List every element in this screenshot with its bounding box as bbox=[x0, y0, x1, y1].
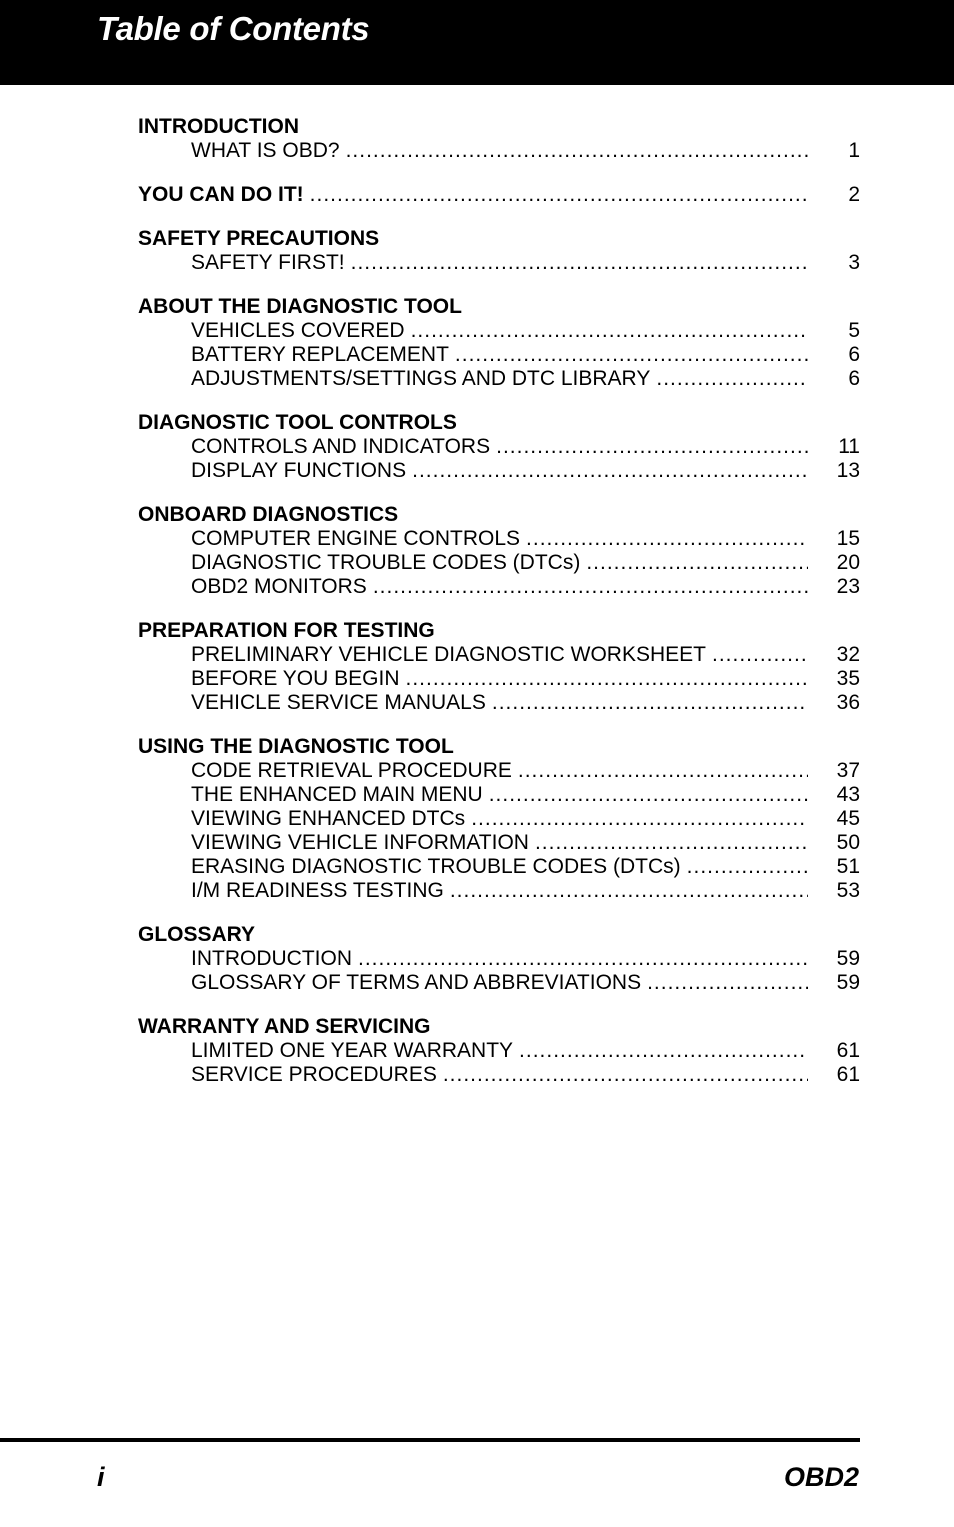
toc-entry-label: DISPLAY FUNCTIONS bbox=[191, 459, 407, 482]
toc-entry[interactable] bbox=[138, 139, 860, 163]
toc-entry-label: LIMITED ONE YEAR WARRANTY bbox=[191, 1039, 514, 1062]
toc-leader-dots bbox=[496, 435, 808, 459]
toc-section-heading[interactable]: PREPARATION FOR TESTING bbox=[138, 619, 435, 642]
toc-entry-page: 53 bbox=[836, 879, 860, 902]
toc-leader-dots bbox=[586, 551, 808, 575]
toc-entry[interactable] bbox=[138, 527, 860, 551]
toc-entry-page: 13 bbox=[836, 459, 860, 482]
toc-entry-page: 61 bbox=[836, 1039, 860, 1062]
toc-section-heading[interactable]: INTRODUCTION bbox=[138, 115, 299, 138]
toc-entry-page: 59 bbox=[836, 971, 860, 994]
toc-leader-dots bbox=[656, 367, 808, 391]
toc-entry-label: ADJUSTMENTS/SETTINGS AND DTC LIBRARY bbox=[191, 367, 651, 390]
toc-entry-page: 15 bbox=[836, 527, 860, 550]
toc-leader-dots bbox=[346, 139, 808, 163]
toc-entry-page: 6 bbox=[848, 343, 860, 366]
toc-section-heading[interactable]: USING THE DIAGNOSTIC TOOL bbox=[138, 735, 454, 758]
toc-entry[interactable] bbox=[138, 551, 860, 575]
toc-entry[interactable] bbox=[138, 855, 860, 879]
toc-entry-page: 5 bbox=[848, 319, 860, 342]
toc-leader-dots bbox=[373, 575, 808, 599]
toc-section-heading[interactable]: WARRANTY AND SERVICING bbox=[138, 1015, 431, 1038]
toc-leader-dots bbox=[412, 459, 808, 483]
toc-entry[interactable] bbox=[138, 667, 860, 691]
toc-leader-dots bbox=[647, 971, 808, 995]
toc-entry-label: I/M READINESS TESTING bbox=[191, 879, 444, 902]
toc-entry-label: PRELIMINARY VEHICLE DIAGNOSTIC WORKSHEET bbox=[191, 643, 706, 666]
toc-section bbox=[138, 295, 860, 391]
toc-entry-page: 43 bbox=[836, 783, 860, 806]
toc-entry[interactable] bbox=[138, 807, 860, 831]
header-band bbox=[0, 0, 954, 85]
toc-entry-label: SERVICE PROCEDURES bbox=[191, 1063, 437, 1086]
toc-entry[interactable] bbox=[138, 459, 860, 483]
toc-entry-page: 20 bbox=[836, 551, 860, 574]
toc-section-heading[interactable]: GLOSSARY bbox=[138, 923, 256, 946]
toc-entry-label: YOU CAN DO IT! bbox=[138, 183, 304, 206]
toc-entry-label: CODE RETRIEVAL PROCEDURE bbox=[191, 759, 512, 782]
toc-entry[interactable] bbox=[138, 575, 860, 599]
toc-leader-dots bbox=[489, 783, 808, 807]
toc-leader-dots bbox=[492, 691, 808, 715]
toc-entry[interactable] bbox=[138, 947, 860, 971]
toc-leader-dots bbox=[310, 183, 808, 207]
toc-section bbox=[138, 227, 860, 275]
toc-section-heading[interactable]: ABOUT THE DIAGNOSTIC TOOL bbox=[138, 295, 462, 318]
toc-leader-dots bbox=[411, 319, 808, 343]
toc-leader-dots bbox=[358, 947, 808, 971]
toc-section bbox=[138, 115, 860, 163]
toc-entry-page: 61 bbox=[836, 1063, 860, 1086]
toc-entry-page: 59 bbox=[836, 947, 860, 970]
toc-entry-label: OBD2 MONITORS bbox=[191, 575, 367, 598]
toc-entry[interactable] bbox=[138, 319, 860, 343]
toc-leader-dots bbox=[443, 1063, 808, 1087]
toc-entry[interactable] bbox=[138, 251, 860, 275]
toc-entry-label: ERASING DIAGNOSTIC TROUBLE CODES (DTCs) bbox=[191, 855, 681, 878]
toc-entry[interactable] bbox=[138, 1039, 860, 1063]
toc-entry[interactable] bbox=[138, 691, 860, 715]
toc-entry[interactable] bbox=[138, 971, 860, 995]
toc-entry[interactable] bbox=[138, 759, 860, 783]
toc-entry-page: 11 bbox=[838, 435, 860, 458]
toc-section-heading[interactable]: DIAGNOSTIC TOOL CONTROLS bbox=[138, 411, 457, 434]
toc-entry-page: 36 bbox=[836, 691, 860, 714]
toc-leader-dots bbox=[455, 343, 808, 367]
toc-section bbox=[138, 619, 860, 715]
toc-leader-dots bbox=[351, 251, 808, 275]
toc-entry-label: BEFORE YOU BEGIN bbox=[191, 667, 400, 690]
toc-entry-label: VIEWING ENHANCED DTCs bbox=[191, 807, 466, 830]
toc-entry-page: 32 bbox=[836, 643, 860, 666]
toc-entry[interactable] bbox=[138, 183, 860, 207]
toc-section-heading[interactable]: SAFETY PRECAUTIONS bbox=[138, 227, 380, 250]
toc-entry-page: 45 bbox=[836, 807, 860, 830]
toc-section-heading[interactable]: ONBOARD DIAGNOSTICS bbox=[138, 503, 399, 526]
toc-leader-dots bbox=[687, 855, 808, 879]
toc-entry-label: DIAGNOSTIC TROUBLE CODES (DTCs) bbox=[191, 551, 581, 574]
toc-section bbox=[138, 735, 860, 903]
toc-entry-page: 1 bbox=[848, 139, 860, 162]
toc-entry-label: WHAT IS OBD? bbox=[191, 139, 340, 162]
toc-entry[interactable] bbox=[138, 435, 860, 459]
toc-leader-dots bbox=[519, 1039, 808, 1063]
toc-entry-label: CONTROLS AND INDICATORS bbox=[191, 435, 491, 458]
toc-entry-page: 37 bbox=[836, 759, 860, 782]
toc-leader-dots bbox=[535, 831, 808, 855]
toc-entry-label: SAFETY FIRST! bbox=[191, 251, 345, 274]
toc-entry[interactable] bbox=[138, 343, 860, 367]
toc-section bbox=[138, 183, 860, 207]
toc-entry-label: VIEWING VEHICLE INFORMATION bbox=[191, 831, 529, 854]
toc-section bbox=[138, 411, 860, 483]
toc-entry-page: 2 bbox=[848, 183, 860, 206]
footer-product-name: OBD2 bbox=[783, 1462, 859, 1492]
toc-entry-label: BATTERY REPLACEMENT bbox=[191, 343, 449, 366]
toc-entry[interactable] bbox=[138, 1063, 860, 1087]
toc-entry[interactable] bbox=[138, 783, 860, 807]
toc-section bbox=[138, 503, 860, 599]
toc-entry[interactable] bbox=[138, 367, 860, 391]
toc-entry-page: 35 bbox=[836, 667, 860, 690]
footer-rule bbox=[0, 1438, 860, 1442]
toc-leader-dots bbox=[518, 759, 808, 783]
footer-page-number: i bbox=[97, 1462, 105, 1492]
toc-entry-label: VEHICLE SERVICE MANUALS bbox=[191, 691, 486, 714]
toc-entry-page: 23 bbox=[836, 575, 860, 598]
toc-entry-page: 51 bbox=[836, 855, 860, 878]
toc-entry[interactable] bbox=[138, 643, 860, 667]
toc-leader-dots bbox=[471, 807, 808, 831]
toc-leader-dots bbox=[450, 879, 808, 903]
toc-entry-label: THE ENHANCED MAIN MENU bbox=[191, 783, 483, 806]
toc-entry-label: COMPUTER ENGINE CONTROLS bbox=[191, 527, 521, 550]
toc-entry-label: INTRODUCTION bbox=[191, 947, 352, 970]
toc-section bbox=[138, 1015, 860, 1087]
toc-entry[interactable] bbox=[138, 879, 860, 903]
toc-leader-dots bbox=[406, 667, 809, 691]
toc-entry-page: 50 bbox=[836, 831, 860, 854]
toc-leader-dots bbox=[526, 527, 808, 551]
toc-entry-page: 6 bbox=[848, 367, 860, 390]
toc-leader-dots bbox=[712, 643, 808, 667]
toc-entry[interactable] bbox=[138, 831, 860, 855]
page-title: Table of Contents bbox=[97, 10, 370, 47]
table-of-contents bbox=[138, 115, 860, 1107]
toc-section bbox=[138, 923, 860, 995]
toc-entry-page: 3 bbox=[848, 251, 860, 274]
toc-entry-label: VEHICLES COVERED bbox=[191, 319, 405, 342]
toc-entry-label: GLOSSARY OF TERMS AND ABBREVIATIONS bbox=[191, 971, 642, 994]
